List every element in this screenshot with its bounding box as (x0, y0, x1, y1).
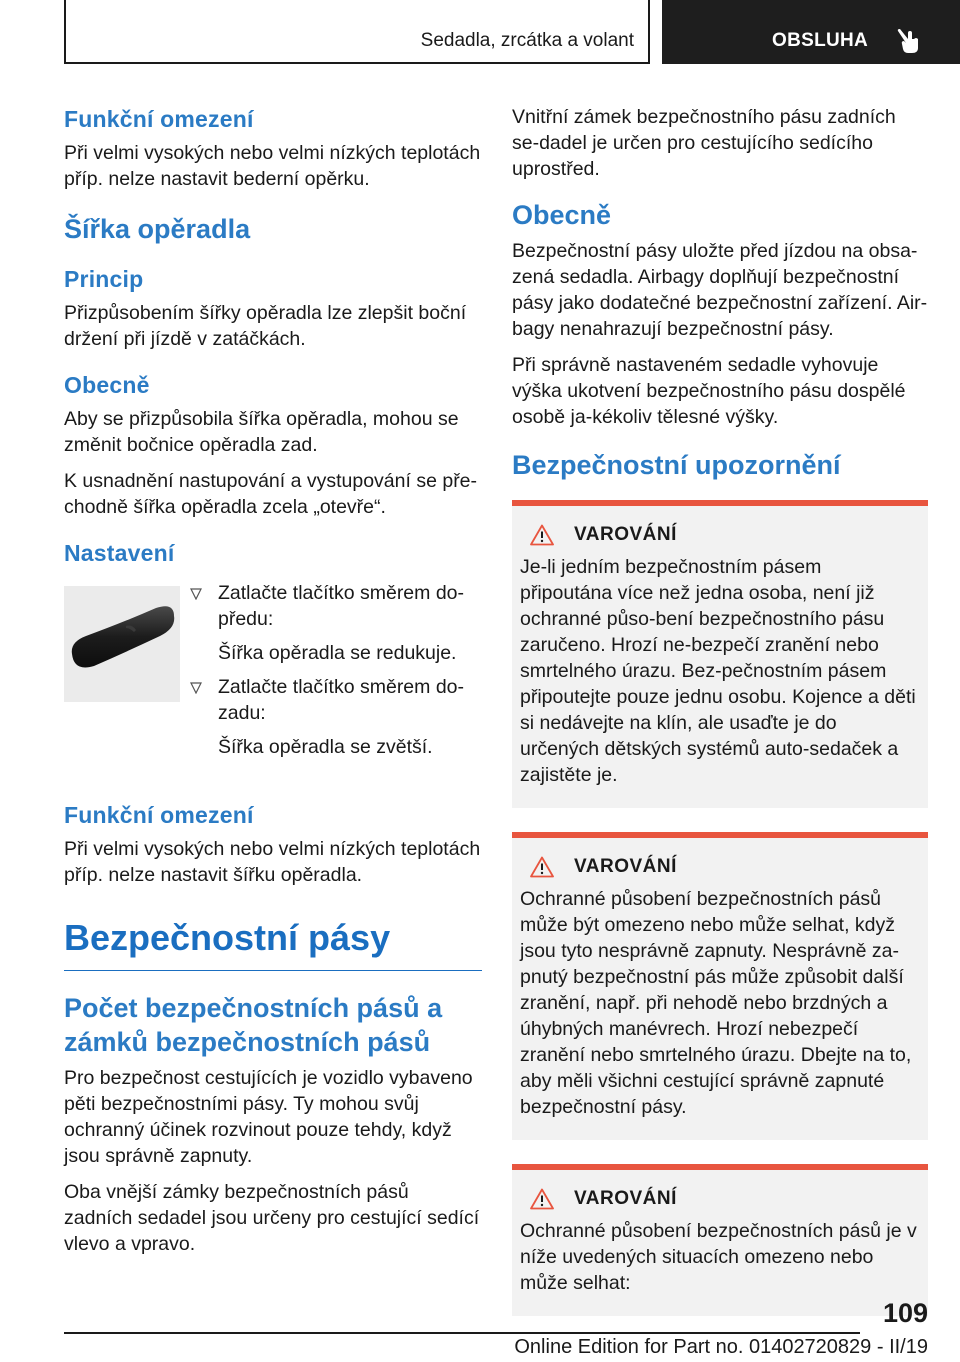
step-backward (190, 674, 482, 760)
warning-triangle-icon (530, 524, 554, 546)
warning-title: VAROVÁNÍ (574, 524, 677, 545)
paragraph-principle: Přizpůsobením šířky opěradla lze zlepšit boční držení při jízdě v zatáčkách. (64, 302, 467, 350)
warning-title-row (520, 1188, 918, 1210)
heading-seat-belts: Bezpečnostní pásy (64, 916, 482, 971)
chapter-tab-label: OBSLUHA (772, 30, 869, 51)
paragraph-general-2: K usnadnění nastupování a vystupování se pře‐chodně šířka opěradla zcela „otevře“. (64, 470, 478, 518)
step-2-action: Zatlačte tlačítko směrem do‐zadu: (218, 676, 464, 724)
adjustment-steps (190, 580, 482, 768)
heading-general: Obecně (64, 372, 150, 398)
heading-belt-count: Počet bezpečnostních pásů a zámků bezpečnostních pásů (64, 993, 443, 1057)
warning-box-2 (512, 832, 928, 1140)
warning-text: Je-li jedním bezpečnostním pásem připoutána více než jedna osoba, není již ochranné půso‐bení bezpečnostního pásu zaručeno. Hrozí ne‐bezpečí zranění nebo smrtelného úrazu. Bez‐pečnostním pásem připoutejte pouze jednu osobu. Kojence a děti si nedávejte na klín, ale usaďte je do určených dětských systémů auto‐sedaček a zajistěte je. (520, 556, 916, 786)
header-rule-bottom (64, 62, 650, 64)
pointing-hand-icon (896, 26, 922, 54)
heading-general-belts: Obecně (512, 200, 612, 230)
heading-safety-notes: Bezpečnostní upozornění (512, 450, 841, 480)
page-number: 109 (882, 1298, 928, 1328)
paragraph-limits-1: Při velmi vysokých nebo velmi nízkých teplotách příp. nelze nastavit bederní opěrku. (64, 142, 481, 190)
adjustment-block (64, 574, 482, 782)
heading-principle: Princip (64, 266, 144, 292)
section-title: Sedadla, zrcátka a volant (420, 30, 634, 51)
paragraph-general-1: Aby se přizpůsobila šířka opěradla, mohou se změnit bočnice opěradla zad. (64, 408, 459, 456)
edition-note: Online Edition for Part no. 01402720829 - II/19 (514, 1336, 928, 1358)
heading-functional-limits-1: Funkční omezení (64, 106, 254, 132)
warning-title: VAROVÁNÍ (574, 856, 677, 877)
step-2-result: Šířka opěradla se zvětší. (218, 736, 433, 758)
backrest-button-image (64, 586, 180, 702)
warning-text: Ochranné působení bezpečnostních pásů může být omezeno nebo může selhat, když jsou tyto nesprávně zapnuty. Nesprávně za‐pnutý bezpečnostní pás může způsobit další zranění, např. při nehodě nebo brzdných a úhybných manévrech. Hrozí nebezpečí zranění nebo smrtelného úrazu. Dbejte na to, aby měli všichni cestující správně zapnuté bezpečnostní pásy. (520, 888, 912, 1118)
paragraph-limits-2: Při velmi vysokých nebo velmi nízkých teplotách příp. nelze nastavit šířku opěradla. (64, 838, 481, 886)
step-1-result: Šířka opěradla se redukuje. (218, 642, 457, 664)
seat-button-icon (64, 586, 180, 702)
header-rule-mid (648, 0, 650, 64)
chapter-tab[interactable] (662, 0, 960, 64)
triangle-bullet-icon (190, 682, 202, 694)
step-1-action: Zatlačte tlačítko směrem do‐předu: (218, 582, 464, 630)
heading-adjustment: Nastavení (64, 540, 175, 566)
warning-text: Ochranné působení bezpečnostních pásů je v níže uvedených situacích omezeno nebo může selhat: (520, 1220, 917, 1294)
paragraph-general-belts-2: Při správně nastaveném sedadle vyhovuje výška ukotvení bezpečnostního pásu dospělé osobě ja‐kékoliv tělesné výšky. (512, 354, 906, 428)
right-column (512, 104, 928, 1340)
heading-functional-limits-2: Funkční omezení (64, 802, 254, 828)
paragraph-general-belts-1: Bezpečnostní pásy uložte před jízdou na obsa‐zená sedadla. Airbagy doplňují bezpečnostní pásy jako dodatečné bezpečnostní zařízení. Air‐bagy nenahrazují bezpečnostní pásy. (512, 240, 928, 340)
paragraph-belt-count-1: Pro bezpečnost cestujících je vozidlo vybaveno pěti bezpečnostními pásy. Ty mohou svůj ochranný účinek rozvinout pouze tehdy, když jsou správně zapnuty. (64, 1067, 473, 1167)
left-column (64, 104, 482, 1267)
page-header (0, 0, 960, 66)
paragraph-belt-count-2: Oba vnější zámky bezpečnostních pásů zadních sedadel jsou určeny pro cestující sedící vlevo a vpravo. (64, 1181, 480, 1255)
warning-box-3 (512, 1164, 928, 1316)
triangle-bullet-icon (190, 588, 202, 600)
warning-title: VAROVÁNÍ (574, 1188, 677, 1209)
step-forward (190, 580, 482, 666)
warning-box-1 (512, 500, 928, 808)
warning-title-row (520, 856, 918, 878)
footer-rule (64, 1332, 860, 1334)
header-rule-left (64, 0, 66, 64)
warning-title-row (520, 524, 918, 546)
warning-triangle-icon (530, 856, 554, 878)
heading-backrest-width: Šířka opěradla (64, 214, 251, 244)
warning-triangle-icon (530, 1188, 554, 1210)
paragraph-inner-buckle: Vnitřní zámek bezpečnostního pásu zadních se‐dadel je určen pro cestujícího sedícího uprostřed. (512, 106, 896, 180)
